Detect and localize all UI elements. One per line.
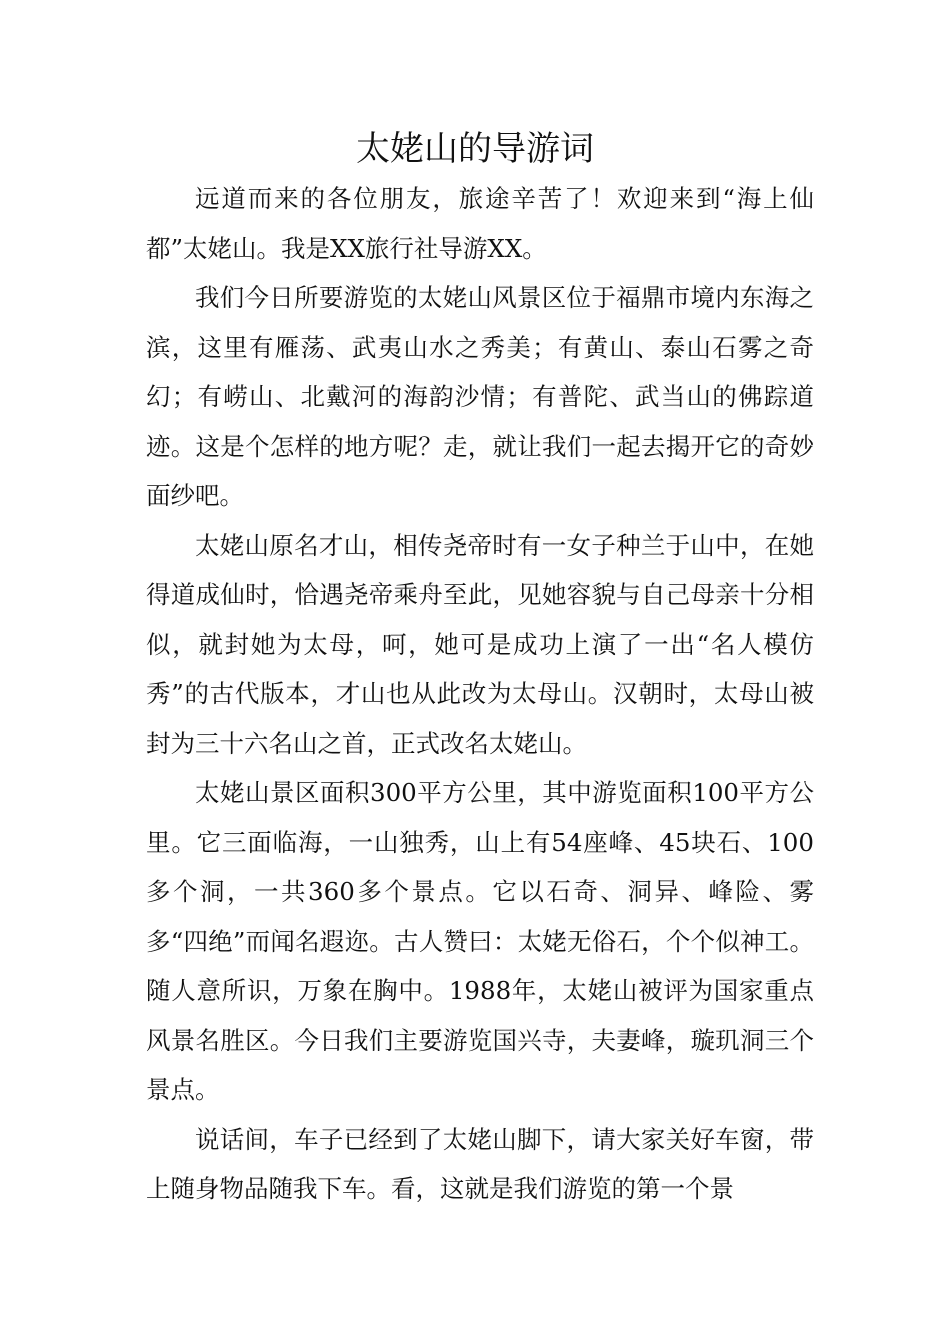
paragraph-scenery: 太姥山景区面积300平方公里，其中游览面积100平方公里。它三面临海，一山独秀，山上有54座峰、45块石、100多个洞，一共360多个景点。它以石奇、洞异、峰险、雾多“四绝”而闻名遐迩。古人赞曰：太姥无俗石，个个似神工。随人意所识，万象在胸中。1988年，太姥山被评为国家重点风景名胜区。今日我们主要游览国兴寺，夫妻峰，璇玑洞三个景点。 — [146, 778, 814, 1104]
document-title: 太姥山的导游词 — [356, 129, 594, 169]
paragraph-location: 我们今日所要游览的太姥山风景区位于福鼎市境内东海之滨，这里有雁荡、武夷山水之秀美；有黄山、泰山石雾之奇幻；有崂山、北戴河的海韵沙情；有普陀、武当山的佛踪道迹。这是个怎样的地方呢？走，就让我们一起去揭开它的奇妙面纱吧。 — [146, 283, 814, 510]
paragraph-arrival: 说话间，车子已经到了太姥山脚下，请大家关好车窗，带上随身物品随我下车。看，这就是我们游览的第一个景 — [146, 1124, 814, 1203]
paragraph-history: 太姥山原名才山，相传尧帝时有一女子种兰于山中，在她得道成仙时，恰遇尧帝乘舟至此，见她容貌与自己母亲十分相似，就封她为太母，呵，她可是成功上演了一出“名人模仿秀”的古代版本，才山也从此改为太母山。汉朝时，太母山被封为三十六名山之首，正式改名太姥山。 — [146, 530, 814, 758]
paragraph-greeting: 远道而来的各位朋友，旅途辛苦了！欢迎来到“海上仙都”太姥山。我是XX旅行社导游XX。 — [146, 184, 814, 263]
document-body — [146, 174, 814, 1214]
